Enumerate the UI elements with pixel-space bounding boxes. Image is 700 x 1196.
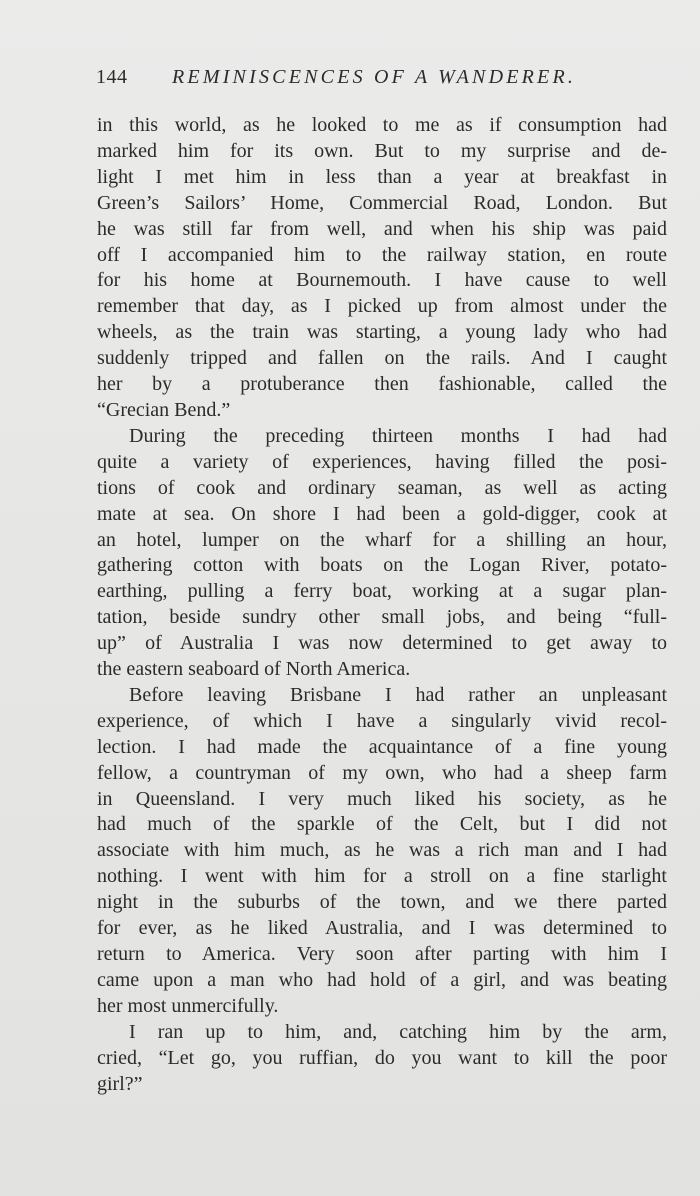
text-line: came upon a man who had hold of a girl, and was beating xyxy=(97,968,667,991)
text-line: marked him for its own. But to my surprise and de- xyxy=(97,139,667,162)
text-line: gathering cotton with boats on the Logan River, potato- xyxy=(97,554,667,577)
text-line: tions of cook and ordinary seaman, as well as acting xyxy=(97,476,667,499)
paragraph-end-line: girl?” xyxy=(97,1072,143,1095)
text-line: suddenly tripped and fallen on the rails. And I caught xyxy=(97,347,667,370)
paragraph-start-line: During the preceding thirteen months I had had xyxy=(129,424,667,447)
paragraph-end-line: her most unmercifully. xyxy=(97,994,279,1017)
page-header xyxy=(96,66,606,96)
text-line: quite a variety of experiences, having filled the posi- xyxy=(97,450,667,473)
text-line: light I met him in less than a year at breakfast in xyxy=(97,165,667,188)
running-title: REMINISCENCES OF A WANDERER. xyxy=(172,66,577,88)
text-line: night in the suburbs of the town, and we there parted xyxy=(97,891,667,914)
text-line: her by a protuberance then fashionable, called the xyxy=(97,373,667,396)
text-line: mate at sea. On shore I had been a gold-digger, cook at xyxy=(97,502,667,525)
text-line: in Queensland. I very much liked his society, as he xyxy=(97,787,667,810)
text-line: experience, of which I have a singularly vivid recol- xyxy=(97,709,667,732)
text-line: return to America. Very soon after parting with him I xyxy=(97,943,667,965)
text-line: off I accompanied him to the railway station, en route xyxy=(97,243,667,266)
body-text xyxy=(97,113,667,1097)
text-line: wheels, as the train was starting, a young lady who had xyxy=(97,321,667,344)
text-line: an hotel, lumper on the wharf for a shilling an hour, xyxy=(97,528,667,551)
paragraph-start-line: Before leaving Brisbane I had rather an unpleasant xyxy=(129,683,667,706)
text-line: he was still far from well, and when his ship was paid xyxy=(97,217,667,240)
text-line: had much of the sparkle of the Celt, but I did not xyxy=(97,813,667,836)
text-line: tation, beside sundry other small jobs, and being “full- xyxy=(97,606,667,629)
text-line: remember that day, as I picked up from almost under the xyxy=(97,295,667,318)
page-number: 144 xyxy=(96,66,128,88)
paragraph-start-line: I ran up to him, and, catching him by the arm, xyxy=(129,1020,667,1043)
text-line: in this world, as he looked to me as if consumption had xyxy=(97,114,667,136)
paragraph-end-line: the eastern seaboard of North America. xyxy=(97,658,411,681)
text-line: cried, “Let go, you ruffian, do you want to kill the poor xyxy=(97,1046,667,1069)
text-line: for his home at Bournemouth. I have cause to well xyxy=(97,269,667,292)
text-line: Green’s Sailors’ Home, Commercial Road, London. But xyxy=(97,191,667,214)
text-line: for ever, as he liked Australia, and I was determined to xyxy=(97,917,667,940)
text-line: associate with him much, as he was a rich man and I had xyxy=(97,839,667,862)
text-line: fellow, a countryman of my own, who had a sheep farm xyxy=(97,761,667,784)
text-line: nothing. I went with him for a stroll on a fine starlight xyxy=(97,865,667,888)
text-line: lection. I had made the acquaintance of a fine young xyxy=(97,735,667,758)
paragraph-end-line: “Grecian Bend.” xyxy=(97,398,231,421)
text-line: earthing, pulling a ferry boat, working at a sugar plan- xyxy=(97,580,667,603)
text-line: up” of Australia I was now determined to get away to xyxy=(97,632,667,655)
